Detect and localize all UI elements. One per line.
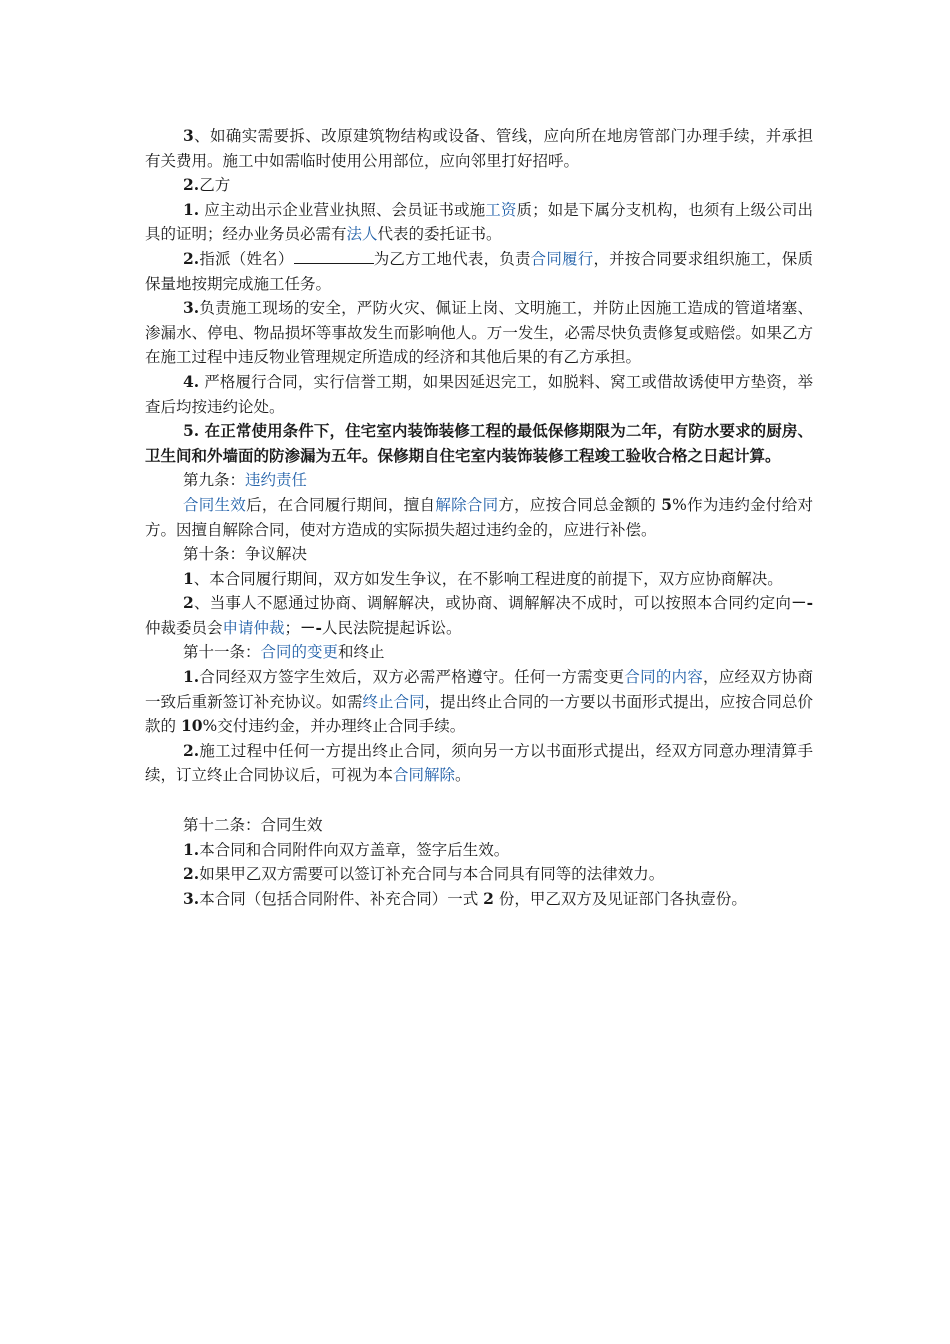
article-11-heading: 第十一条：合同的变更和终止 <box>183 643 385 662</box>
article-10-heading: 第十条：争议解决 <box>183 545 308 564</box>
clause-d1: 1.合同经双方签字生效后，双方必需严格遵守。任何一方需变更合同的内容，应经双方协商一致后重新签订补充协议。如需终止合同，提出终止合同的一方要以书面形式提出，应按合同总价款的 10%交付违约金，并办理终止合同手续。 <box>145 667 813 736</box>
clause-c2: 2、当事人不愿通过协商、调解解决，或协商、调解解决不成时，可以按照本合同约定向－-仲裁委员会申请仲裁；－-人民法院提起诉讼。 <box>145 593 813 637</box>
clause-b2: 2.指派（姓名） 为乙方工地代表，负责合同履行，并按合同要求组织施工，保质保量地按期完成施工任务。 <box>145 248 813 293</box>
link-contract-performance[interactable]: 合同履行 <box>530 249 594 268</box>
article-12-heading: 第十二条：合同生效 <box>183 816 323 835</box>
clause-b3: 3.负责施工现场的安全，严防火灾、佩证上岗、文明施工，并防止因施工造成的管道堵塞、渗漏水、停电、物品损坏等事故发生而影响他人。万一发生，必需尽快负责修复或赔偿。如果乙方在施工过程中违反物业管理规定所造成的经济和其他后果的有乙方承担。 <box>145 298 813 367</box>
clause-b5: 5. 在正常使用条件下，住宅室内装饰装修工程的最低保修期限为二年，有防水要求的厨房、卫生间和外墙面的防渗漏为五年。保修期自住宅室内装饰装修工程竣工验收合格之日起计算。 <box>145 421 813 465</box>
spacer <box>145 788 813 813</box>
link-contract-change[interactable]: 合同的变更 <box>260 643 339 662</box>
party-b-heading: 2.乙方 <box>183 175 231 195</box>
name-blank <box>294 248 374 264</box>
link-arbitration[interactable]: 申请仲裁 <box>222 618 285 637</box>
link-liability[interactable]: 违约责任 <box>245 471 308 490</box>
contract-page <box>145 124 813 911</box>
article-9-body: 合同生效后，在合同履行期间，擅自解除合同方，应按合同总金额的 5%作为违约金付给对方。因擅自解除合同，使对方造成的实际损失超过违约金的，应进行补偿。 <box>145 494 813 539</box>
clause-e2: 2.如果甲乙双方需要可以签订补充合同与本合同具有同等的法律效力。 <box>183 864 665 884</box>
link-contract-dissolution[interactable]: 合同解除 <box>393 766 456 785</box>
clause-c1: 1、本合同履行期间，双方如发生争议，在不影响工程进度的前提下，双方应协商解决。 <box>183 568 783 588</box>
link-contract-content[interactable]: 合同的内容 <box>624 668 704 687</box>
link-contract-effective[interactable]: 合同生效 <box>183 495 247 514</box>
clause-a3: 3、如确实需要拆、改原建筑物结构或设备、管线，应向所在地房管部门办理手续，并承担有关费用。施工中如需临时使用公用部位，应向邻里打好招呼。 <box>145 126 813 170</box>
link-qualification[interactable]: 工资 <box>485 200 517 219</box>
clause-e3: 3.本合同（包括合同附件、补充合同）一式 2 份，甲乙双方及见证部门各执壹份。 <box>183 888 747 908</box>
link-terminate-contract[interactable]: 解除合同 <box>435 495 499 514</box>
clause-b1: 1. 应主动出示企业营业执照、会员证书或施工资质；如是下属分支机构，也须有上级公司出具的证明；经办业务员必需有法人代表的委托证书。 <box>145 199 813 244</box>
clause-b4: 4. 严格履行合同，实行信誉工期，如果因延迟完工，如脱料、窝工或借故诱使甲方垫资，举查后均按违约论处。 <box>145 371 813 416</box>
clause-d2: 2.施工过程中任何一方提出终止合同，须向另一方以书面形式提出，经双方同意办理清算手续，订立终止合同协议后，可视为本合同解除。 <box>145 740 813 785</box>
link-legal-person[interactable]: 法人 <box>346 225 378 244</box>
clause-e1: 1.本合同和合同附件向双方盖章，签字后生效。 <box>183 839 510 859</box>
article-9-heading: 第九条：违约责任 <box>183 471 308 490</box>
link-end-contract[interactable]: 终止合同 <box>362 692 425 711</box>
